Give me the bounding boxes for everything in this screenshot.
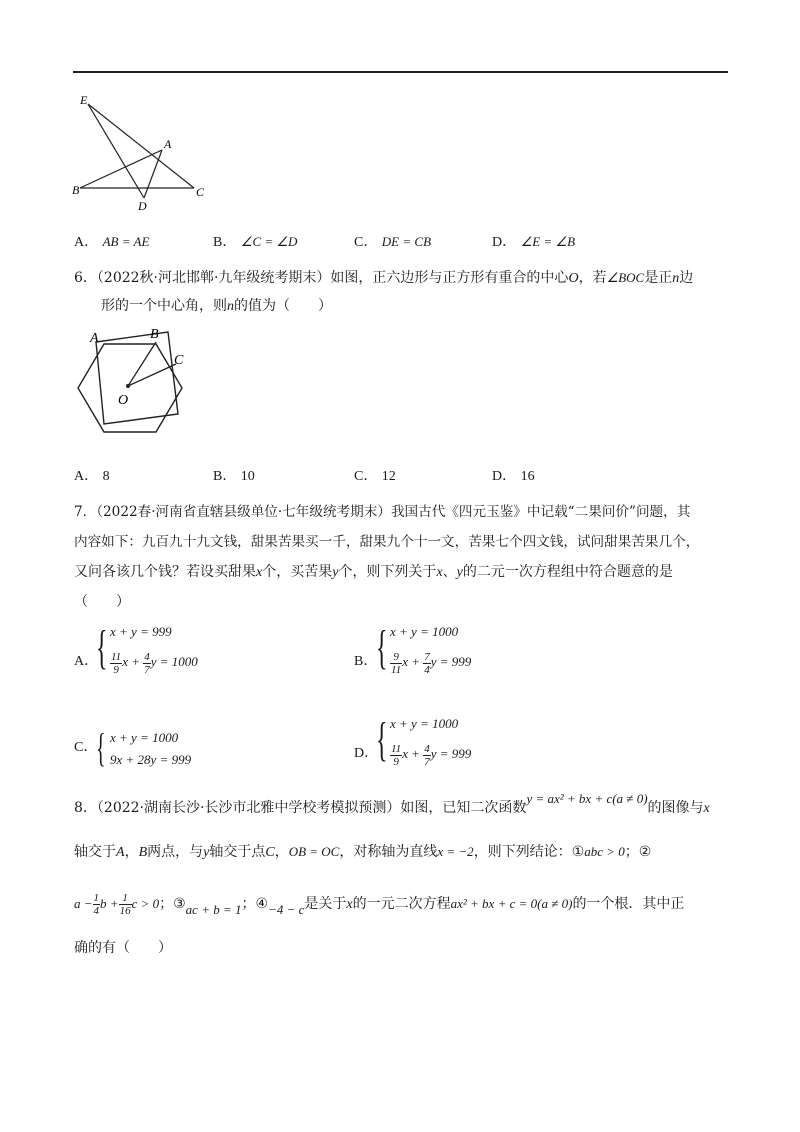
q6-option-c[interactable]: C． 12: [354, 469, 396, 484]
brace-icon: {: [376, 713, 388, 766]
brace-icon: {: [96, 725, 106, 770]
label-c: C: [174, 353, 184, 368]
q7-option-a[interactable]: A． { x + y = 999 $\frac{11}{9}$ x + $\frac{4}{7}$ y = 1000: [74, 621, 198, 676]
square-shape: [96, 332, 178, 424]
q7-option-c[interactable]: C． { x + y = 1000 9x + 28y = 999: [74, 725, 192, 770]
q6-hexagon-square-figure: [70, 322, 200, 442]
hexagon-shape: [78, 344, 182, 432]
q6-option-b[interactable]: B． 10: [213, 469, 255, 484]
q5-triangle-figure: [68, 92, 218, 214]
brace-icon: {: [96, 621, 108, 674]
q7-stem-line3: 又问各该几个钱？若设买甜果x个，买苦果y个，则下列关于x、y的二元一次方程组中符合题意的是: [74, 564, 673, 580]
q7-stem-line2: 内容如下：九百九十九文钱，甜果苦果买一千，甜果九个十一文，苦果七个四文钱，试问甜果苦果几个，: [74, 534, 700, 550]
q7-stem-line1: 7．（2022春·河南省直辖县级单位·七年级统考期末）我国古代《四元玉鉴》中记载“二果问价”问题，其: [74, 504, 691, 520]
q7-option-b[interactable]: B． { x + y = 1000 $\frac{9}{11}$ x + $\frac{7}{4}$ y = 999: [354, 621, 472, 676]
q6-option-d[interactable]: D． 16: [492, 469, 535, 484]
label-d: D: [138, 199, 147, 213]
center-point: [126, 384, 130, 388]
label-a: A: [90, 331, 99, 346]
q5-option-d[interactable]: D． ∠E = ∠B: [492, 234, 576, 250]
q6-stem-line1: 6．（2022秋·河北邯郸·九年级统考期末）如图，正六边形与正方形有重合的中心O，若∠BOC是正n边: [74, 270, 694, 286]
label-c: C: [196, 185, 205, 199]
brace-icon: {: [376, 621, 388, 674]
q6-stem-line2: 形的一个中心角，则n的值为（ ）: [101, 298, 332, 314]
label-e: E: [80, 93, 88, 107]
label-a: A: [164, 137, 172, 151]
q7-option-d[interactable]: D． { x + y = 1000 $\frac{11}{9}$ x + $\frac{4}{7}$ y = 999: [354, 713, 472, 768]
q7-stem-line4: （ ）: [74, 594, 130, 610]
q8-stem-line4: 确的有（ ）: [74, 940, 172, 956]
label-b: B: [72, 183, 80, 197]
header-rule: [73, 71, 728, 73]
q8-stem-line2: 轴交于A，B两点，与y轴交于点C，OB = OC，对称轴为直线x = −2，则下列结论：①abc > 0；②: [74, 844, 652, 860]
label-o: O: [118, 393, 129, 408]
q5-option-a[interactable]: A． AB = AE: [74, 234, 150, 250]
line-ed: [88, 104, 144, 198]
q8-stem-line3: a − $\frac{1}{4}$ b + $\frac{1}{16}$ c > 0；③ac + b = 1；④−4 − c是关于x的一元二次方程ax² + bx + c = 0(a ≠ 0)的一个根．其中正: [74, 891, 685, 917]
q5-option-c[interactable]: C． DE = CB: [354, 234, 432, 250]
q5-option-b[interactable]: B． ∠C = ∠D: [213, 234, 298, 250]
q8-stem-line1: 8．（2022·湖南长沙·长沙市北雅中学校考模拟预测）如图，已知二次函数y = ax² + bx + c(a ≠ 0)的图像与x: [74, 791, 710, 816]
line-ec: [88, 104, 194, 188]
q6-option-a[interactable]: A． 8: [74, 469, 110, 484]
label-b: B: [150, 327, 159, 342]
